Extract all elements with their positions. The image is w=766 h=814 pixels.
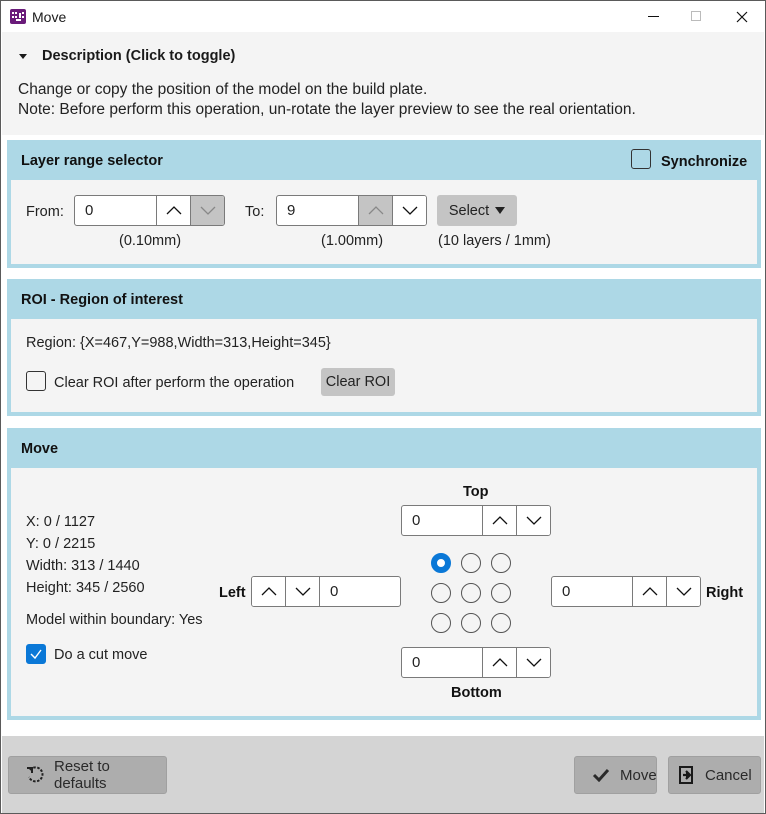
from-label: From:	[26, 204, 64, 220]
to-increment-button	[358, 196, 392, 225]
move-title: Move	[21, 441, 59, 457]
roi-group	[7, 279, 761, 416]
cancel-label: Cancel	[705, 766, 752, 784]
from-height-hint: (0.10mm)	[119, 233, 182, 249]
x-info: X: 0 / 1127	[26, 514, 96, 530]
width-info: Width: 313 / 1440	[26, 558, 140, 574]
bottom-label: Bottom	[451, 685, 502, 701]
right-increment-button[interactable]	[632, 577, 666, 606]
roi-region-text: Region: {X=467,Y=988,Width=313,Height=345}	[26, 335, 331, 351]
right-decrement-button[interactable]	[666, 577, 700, 606]
move-submit-label: Move	[620, 766, 657, 784]
description-panel	[2, 32, 764, 135]
synchronize-label: Synchronize	[661, 154, 748, 170]
height-info: Height: 345 / 2560	[26, 580, 145, 596]
to-decrement-button[interactable]	[392, 196, 426, 225]
exit-icon	[679, 766, 695, 784]
anchor-middle-left-radio[interactable]	[431, 583, 451, 603]
maximize-icon	[691, 11, 703, 23]
chevron-down-icon	[526, 516, 542, 525]
right-margin-input[interactable]: 0	[562, 583, 571, 600]
chevron-up-icon	[166, 206, 182, 215]
from-layer-stepper[interactable]	[74, 195, 225, 226]
y-info: Y: 0 / 2215	[26, 536, 96, 552]
collapse-triangle-icon	[19, 54, 27, 59]
select-layers-dropdown[interactable]	[437, 195, 517, 226]
chevron-down-icon	[295, 587, 311, 596]
close-icon	[736, 11, 748, 23]
layer-range-summary: (10 layers / 1mm)	[438, 233, 551, 249]
chevron-down-icon	[402, 206, 418, 215]
roi-header	[7, 279, 761, 319]
chevron-down-icon	[200, 206, 216, 215]
maximize-button[interactable]	[674, 1, 720, 32]
description-line-1: Change or copy the position of the model on the build plate.	[18, 81, 428, 98]
bottom-decrement-button[interactable]	[516, 648, 550, 677]
move-group	[7, 428, 761, 720]
layer-range-header	[7, 140, 761, 180]
bottom-margin-stepper[interactable]	[401, 647, 551, 678]
chevron-up-icon	[368, 206, 384, 215]
right-label: Right	[706, 585, 744, 601]
roi-body	[11, 319, 757, 412]
cancel-button[interactable]	[668, 756, 761, 794]
chevron-up-icon	[642, 587, 658, 596]
window-title: Move	[32, 9, 67, 25]
to-layer-input[interactable]: 9	[287, 202, 296, 219]
move-body	[11, 468, 757, 716]
anchor-middle-center-radio[interactable]	[461, 583, 481, 603]
chevron-up-icon	[492, 516, 508, 525]
anchor-bottom-right-radio[interactable]	[491, 613, 511, 633]
minimize-button[interactable]	[631, 1, 677, 32]
clear-roi-label: Clear ROI	[325, 374, 391, 390]
boundary-info: Model within boundary: Yes	[26, 612, 203, 628]
top-increment-button[interactable]	[482, 506, 516, 535]
anchor-top-left-radio[interactable]	[431, 553, 451, 573]
to-layer-stepper[interactable]	[276, 195, 427, 226]
bottom-increment-button[interactable]	[482, 648, 516, 677]
left-increment-button[interactable]	[252, 577, 286, 606]
anchor-top-center-radio[interactable]	[461, 553, 481, 573]
description-toggle-label: Description (Click to toggle)	[42, 48, 236, 64]
minimize-icon	[648, 16, 660, 18]
clear-roi-after-label: Clear ROI after perform the operation	[54, 375, 295, 391]
from-increment-button[interactable]	[156, 196, 190, 225]
top-margin-stepper[interactable]	[401, 505, 551, 536]
right-margin-stepper[interactable]	[551, 576, 701, 607]
select-label: Select	[448, 202, 490, 219]
layer-range-group	[7, 140, 761, 268]
close-button[interactable]	[719, 1, 765, 32]
roi-title: ROI - Region of interest	[21, 292, 183, 308]
dialog-footer	[2, 736, 764, 813]
top-label: Top	[463, 484, 489, 500]
cut-move-label: Do a cut move	[54, 647, 148, 663]
left-margin-input[interactable]: 0	[330, 583, 339, 600]
clear-roi-button[interactable]	[321, 368, 395, 396]
reset-label: Reset to defaults	[54, 758, 110, 792]
left-decrement-button[interactable]	[286, 577, 320, 606]
top-decrement-button[interactable]	[516, 506, 550, 535]
top-margin-input[interactable]: 0	[412, 512, 421, 529]
from-decrement-button	[190, 196, 224, 225]
synchronize-checkbox[interactable]	[631, 149, 651, 169]
left-label: Left	[219, 585, 246, 601]
dropdown-arrow-icon	[495, 207, 505, 214]
chevron-up-icon	[261, 587, 277, 596]
anchor-bottom-center-radio[interactable]	[461, 613, 481, 633]
cut-move-checkbox[interactable]	[26, 644, 46, 664]
to-height-hint: (1.00mm)	[321, 233, 384, 249]
anchor-middle-right-radio[interactable]	[491, 583, 511, 603]
description-text	[18, 80, 636, 119]
move-submit-button[interactable]	[574, 756, 657, 794]
bottom-margin-input[interactable]: 0	[412, 654, 421, 671]
clear-roi-after-checkbox[interactable]	[26, 371, 46, 391]
app-logo-icon	[10, 9, 26, 24]
layer-range-title: Layer range selector	[21, 153, 163, 169]
checkmark-icon	[592, 768, 610, 782]
anchor-bottom-left-radio[interactable]	[431, 613, 451, 633]
description-toggle[interactable]	[18, 48, 235, 64]
layer-range-body	[11, 180, 757, 264]
anchor-top-right-radio[interactable]	[491, 553, 511, 573]
description-line-2: Note: Before perform this operation, un-rotate the layer preview to see the real orientation.	[18, 100, 636, 118]
chevron-up-icon	[492, 658, 508, 667]
checkmark-icon	[27, 645, 45, 663]
from-layer-input[interactable]: 0	[85, 202, 94, 219]
move-header	[7, 428, 761, 468]
title-bar	[1, 1, 765, 32]
chevron-down-icon	[526, 658, 542, 667]
reset-icon	[26, 766, 44, 784]
reset-to-defaults-button[interactable]	[8, 756, 167, 794]
to-label: To:	[245, 204, 265, 220]
left-margin-stepper[interactable]	[251, 576, 401, 607]
chevron-down-icon	[676, 587, 692, 596]
